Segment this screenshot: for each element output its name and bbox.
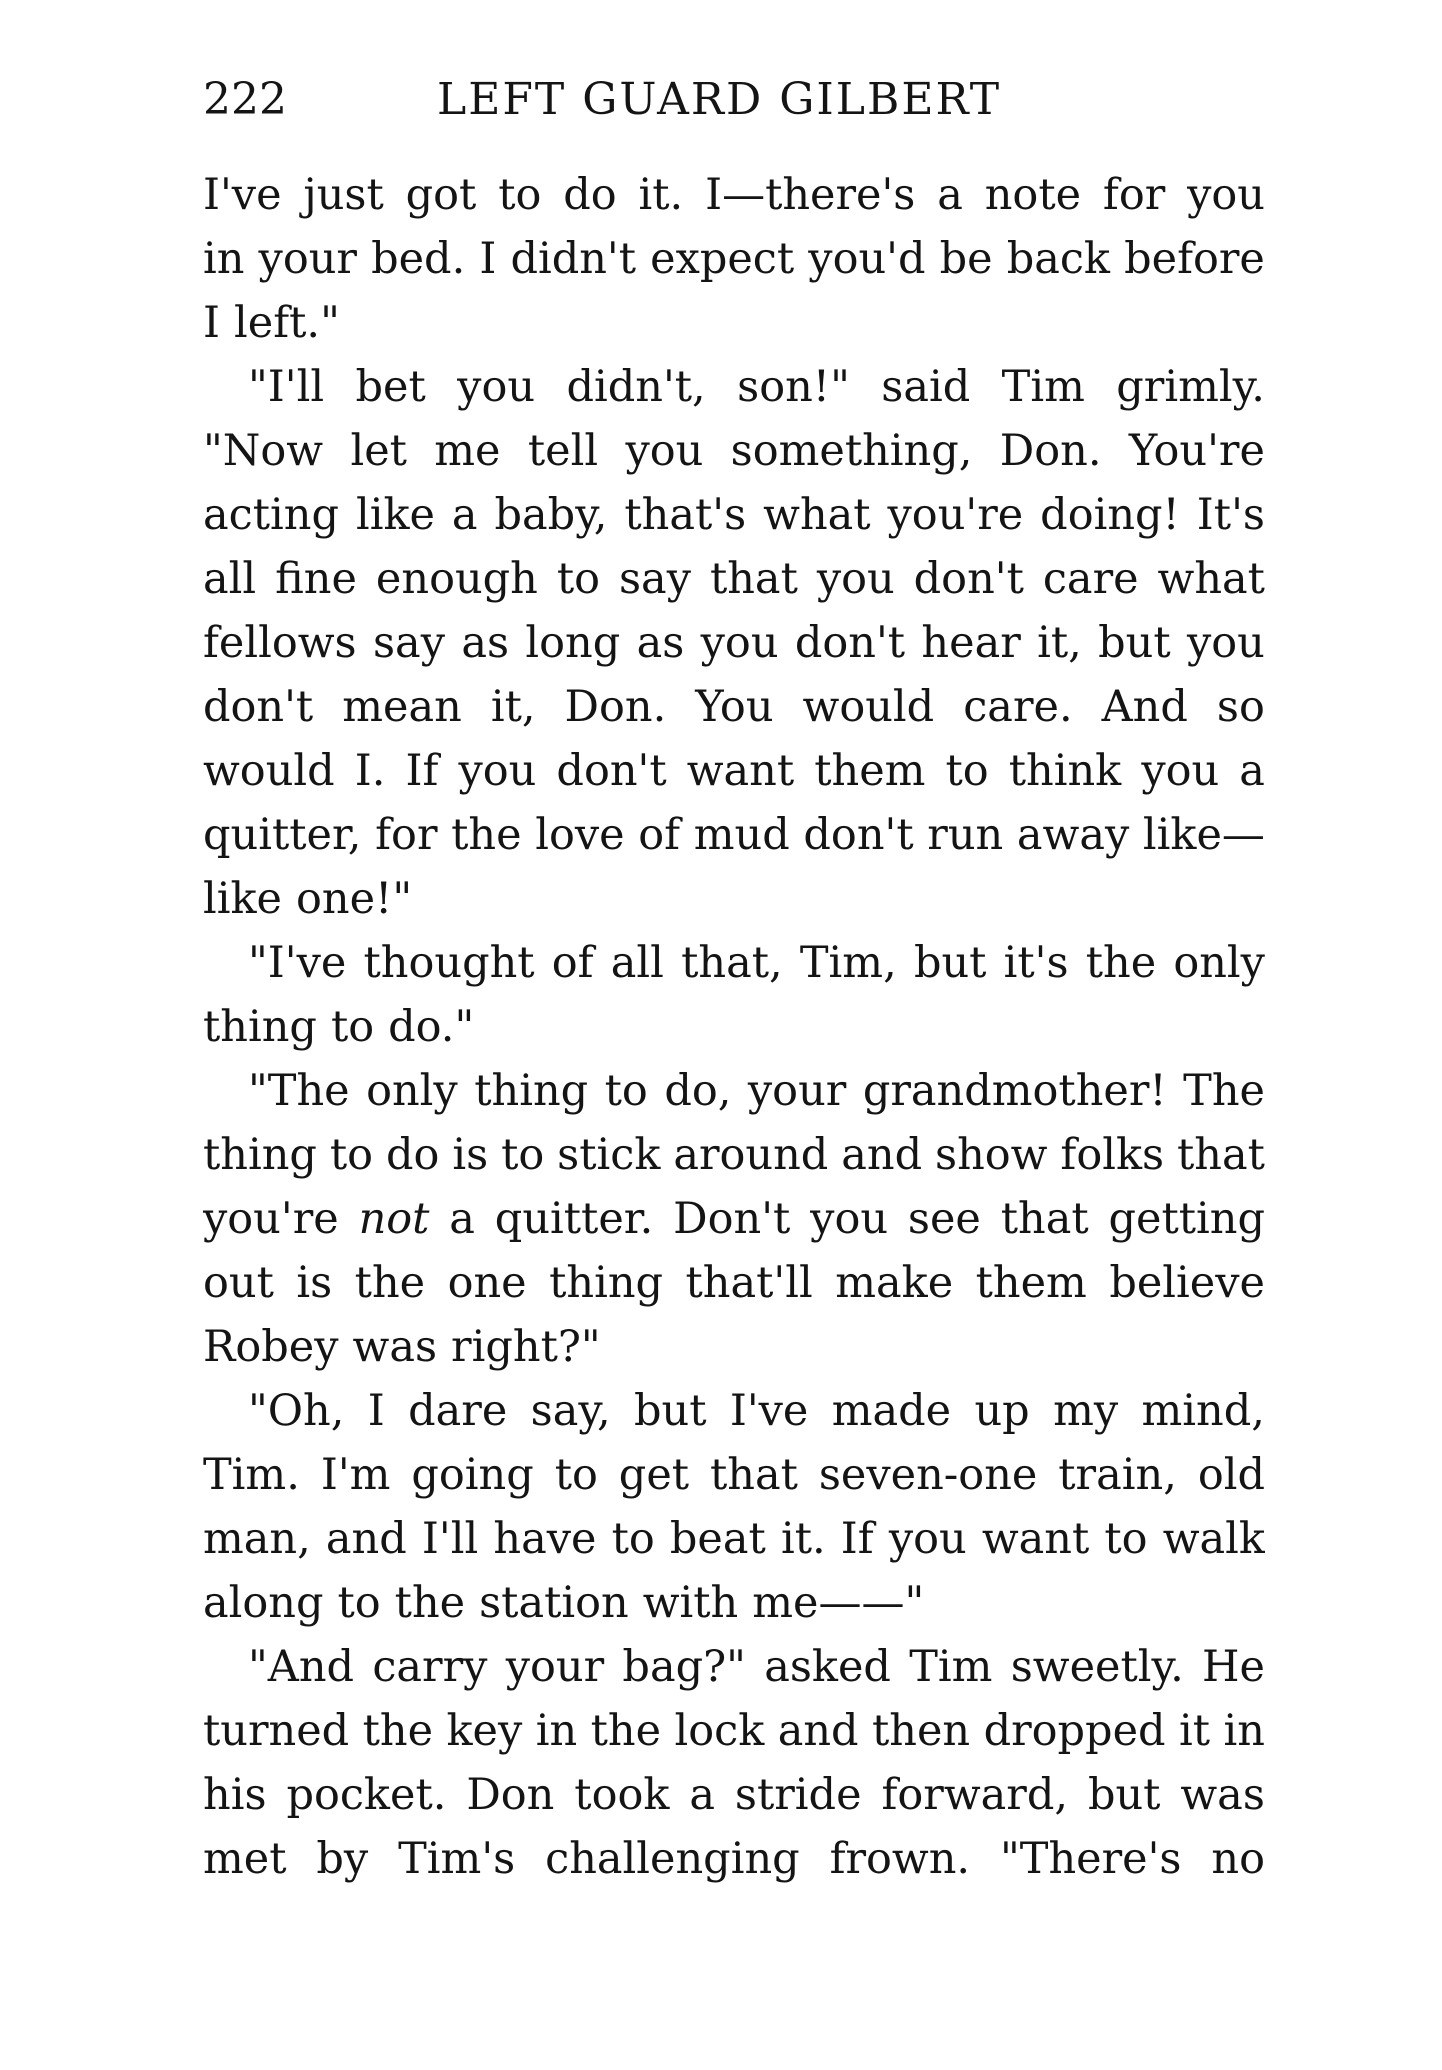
text-line: Robey was right?" <box>203 1322 601 1372</box>
text-line: along to the station with me——" <box>203 1578 925 1628</box>
text-line: thing to do is to stick around and show folks that <box>203 1130 1265 1180</box>
text-line: "I've thought of all that, Tim, but it's the only <box>248 938 1265 988</box>
text-line: out is the one thing that'll make them believe <box>203 1258 1265 1308</box>
page-number: 222 <box>203 74 287 125</box>
text-line: turned the key in the lock and then dropped it in <box>203 1706 1265 1756</box>
text-line: would I. If you don't want them to think you a <box>203 746 1265 796</box>
text-line: Tim. I'm going to get that seven-one train, old <box>203 1450 1265 1500</box>
page-header <box>203 70 1263 130</box>
text-line: man, and I'll have to beat it. If you want to walk <box>203 1514 1265 1564</box>
text-line: "I'll bet you didn't, son!" said Tim grimly. <box>248 362 1265 412</box>
text-line: I've just got to do it. I—there's a note for you <box>203 170 1265 220</box>
text-line: don't mean it, Don. You would care. And so <box>203 682 1265 732</box>
running-head: LEFT GUARD GILBERT <box>437 74 1002 125</box>
text-line: in your bed. I didn't expect you'd be back before <box>203 234 1265 284</box>
text-line: "Now let me tell you something, Don. You're <box>203 426 1265 476</box>
text-line: "And carry your bag?" asked Tim sweetly. He <box>248 1642 1265 1692</box>
text-line: quitter, for the love of mud don't run away like— <box>203 810 1265 860</box>
text-line: "The only thing to do, your grandmother! The <box>248 1066 1265 1116</box>
text-line: thing to do." <box>203 1002 475 1052</box>
text-line: "Oh, I dare say, but I've made up my mind, <box>248 1386 1265 1436</box>
text-line: like one!" <box>203 874 413 924</box>
text-line: fellows say as long as you don't hear it, but you <box>203 618 1265 668</box>
text-line: all fine enough to say that you don't care what <box>203 554 1265 604</box>
text-line: you're not a quitter. Don't you see that getting <box>203 1194 1265 1244</box>
text-line: his pocket. Don took a stride forward, but was <box>203 1770 1265 1820</box>
text-line: acting like a baby, that's what you're doing! It's <box>203 490 1265 540</box>
body-text <box>203 163 1265 1891</box>
text-line: I left." <box>203 298 340 348</box>
text-line: met by Tim's challenging frown. "There's no <box>203 1834 1265 1884</box>
